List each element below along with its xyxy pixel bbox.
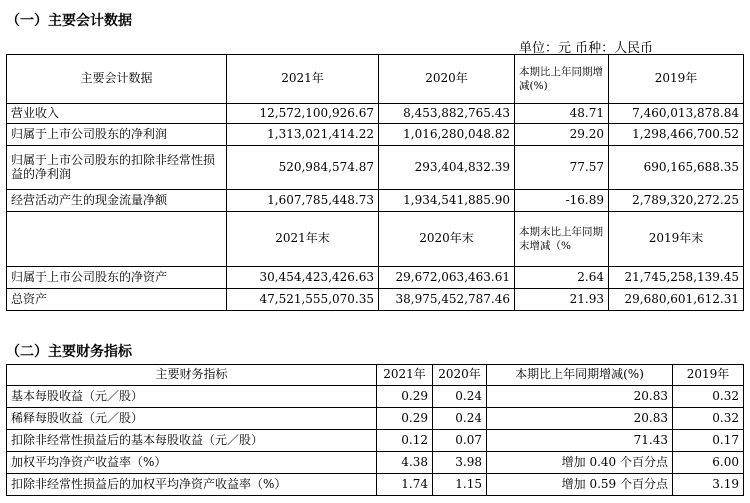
header-item: 主要会计数据 (7, 55, 227, 104)
value-2020: 38,975,452,787.46 (379, 289, 515, 311)
accounting-data-table (6, 54, 744, 311)
header-2019: 2019年 (609, 55, 744, 104)
row-label: 营业收入 (7, 104, 227, 124)
header-2020: 2020年 (379, 55, 515, 104)
value-change: 48.71 (515, 104, 609, 124)
value-2021: 12,572,100,926.67 (227, 104, 379, 124)
header-change: 本期比上年同期增减(%) (487, 365, 673, 386)
value-2019: 690,165,688.35 (609, 146, 744, 190)
table-row (7, 474, 744, 496)
value-2019: 0.17 (673, 430, 744, 452)
value-change: 2.64 (515, 267, 609, 289)
table-row (7, 452, 744, 474)
table-header-row (7, 365, 744, 386)
table-row (7, 146, 744, 190)
value-2020: 293,404,832.39 (379, 146, 515, 190)
value-2019: 0.32 (673, 386, 744, 408)
value-2021: 0.29 (377, 386, 433, 408)
value-change: -16.89 (515, 190, 609, 212)
row-label: 归属于上市公司股东的净资产 (7, 267, 227, 289)
section-title-financial-indicators: （二）主要财务指标 (6, 344, 132, 360)
subheader-2021: 2021年末 (227, 212, 379, 267)
value-2020: 29,672,063,463.61 (379, 267, 515, 289)
value-change: 29.20 (515, 124, 609, 146)
row-label: 稀释每股收益（元／股） (7, 408, 377, 430)
value-2019: 3.19 (673, 474, 744, 496)
unit-currency-note: 单位：元 币种：人民币 (519, 41, 654, 56)
value-change: 77.57 (515, 146, 609, 190)
subheader-2019: 2019年末 (609, 212, 744, 267)
value-2021: 47,521,555,070.35 (227, 289, 379, 311)
header-2020: 2020年 (433, 365, 487, 386)
table-subheader-row (7, 212, 744, 267)
value-2021: 30,454,423,426.63 (227, 267, 379, 289)
value-change: 21.93 (515, 289, 609, 311)
value-2021: 1,313,021,414.22 (227, 124, 379, 146)
value-2021: 0.12 (377, 430, 433, 452)
subheader-change: 本期末比上年同期末增减（% (515, 212, 609, 267)
subheader-empty (7, 212, 227, 267)
table-row (7, 267, 744, 289)
value-2021: 1,607,785,448.73 (227, 190, 379, 212)
value-2019: 0.32 (673, 408, 744, 430)
table-row (7, 386, 744, 408)
value-change: 71.43 (487, 430, 673, 452)
value-2019: 2,789,320,272.25 (609, 190, 744, 212)
value-2020: 0.24 (433, 408, 487, 430)
value-2019: 29,680,601,612.31 (609, 289, 744, 311)
value-2021: 520,984,574.87 (227, 146, 379, 190)
value-2021: 1.74 (377, 474, 433, 496)
value-change: 20.83 (487, 408, 673, 430)
header-change: 本期比上年同期增减(%) (515, 55, 609, 104)
table-header-row (7, 55, 744, 104)
value-2020: 0.07 (433, 430, 487, 452)
financial-indicators-table (6, 364, 744, 496)
section-title-accounting-data: （一）主要会计数据 (6, 13, 132, 29)
table-row (7, 289, 744, 311)
row-label: 扣除非经常性损益后的加权平均净资产收益率（%） (7, 474, 377, 496)
value-change: 20.83 (487, 386, 673, 408)
value-2020: 1,934,541,885.90 (379, 190, 515, 212)
row-label: 归属于上市公司股东的净利润 (7, 124, 227, 146)
subheader-2020: 2020年末 (379, 212, 515, 267)
value-2020: 1,016,280,048.82 (379, 124, 515, 146)
row-label: 经营活动产生的现金流量净额 (7, 190, 227, 212)
row-label: 扣除非经常性损益后的基本每股收益（元／股） (7, 430, 377, 452)
header-2021: 2021年 (377, 365, 433, 386)
value-2019: 21,745,258,139.45 (609, 267, 744, 289)
value-2021: 4.38 (377, 452, 433, 474)
value-change: 增加 0.59 个百分点 (487, 474, 673, 496)
value-2020: 0.24 (433, 386, 487, 408)
value-2020: 1.15 (433, 474, 487, 496)
table-row (7, 408, 744, 430)
row-label: 总资产 (7, 289, 227, 311)
value-2019: 6.00 (673, 452, 744, 474)
value-2019: 1,298,466,700.52 (609, 124, 744, 146)
value-change: 增加 0.40 个百分点 (487, 452, 673, 474)
table-row (7, 190, 744, 212)
header-2021: 2021年 (227, 55, 379, 104)
table-row (7, 104, 744, 124)
table-row (7, 124, 744, 146)
row-label: 加权平均净资产收益率（%） (7, 452, 377, 474)
table-row (7, 430, 744, 452)
value-2020: 8,453,882,765.43 (379, 104, 515, 124)
header-item: 主要财务指标 (7, 365, 377, 386)
row-label: 归属于上市公司股东的扣除非经常性损益的净利润 (7, 146, 227, 190)
value-2021: 0.29 (377, 408, 433, 430)
header-2019: 2019年 (673, 365, 744, 386)
value-2020: 3.98 (433, 452, 487, 474)
value-2019: 7,460,013,878.84 (609, 104, 744, 124)
row-label: 基本每股收益（元／股） (7, 386, 377, 408)
